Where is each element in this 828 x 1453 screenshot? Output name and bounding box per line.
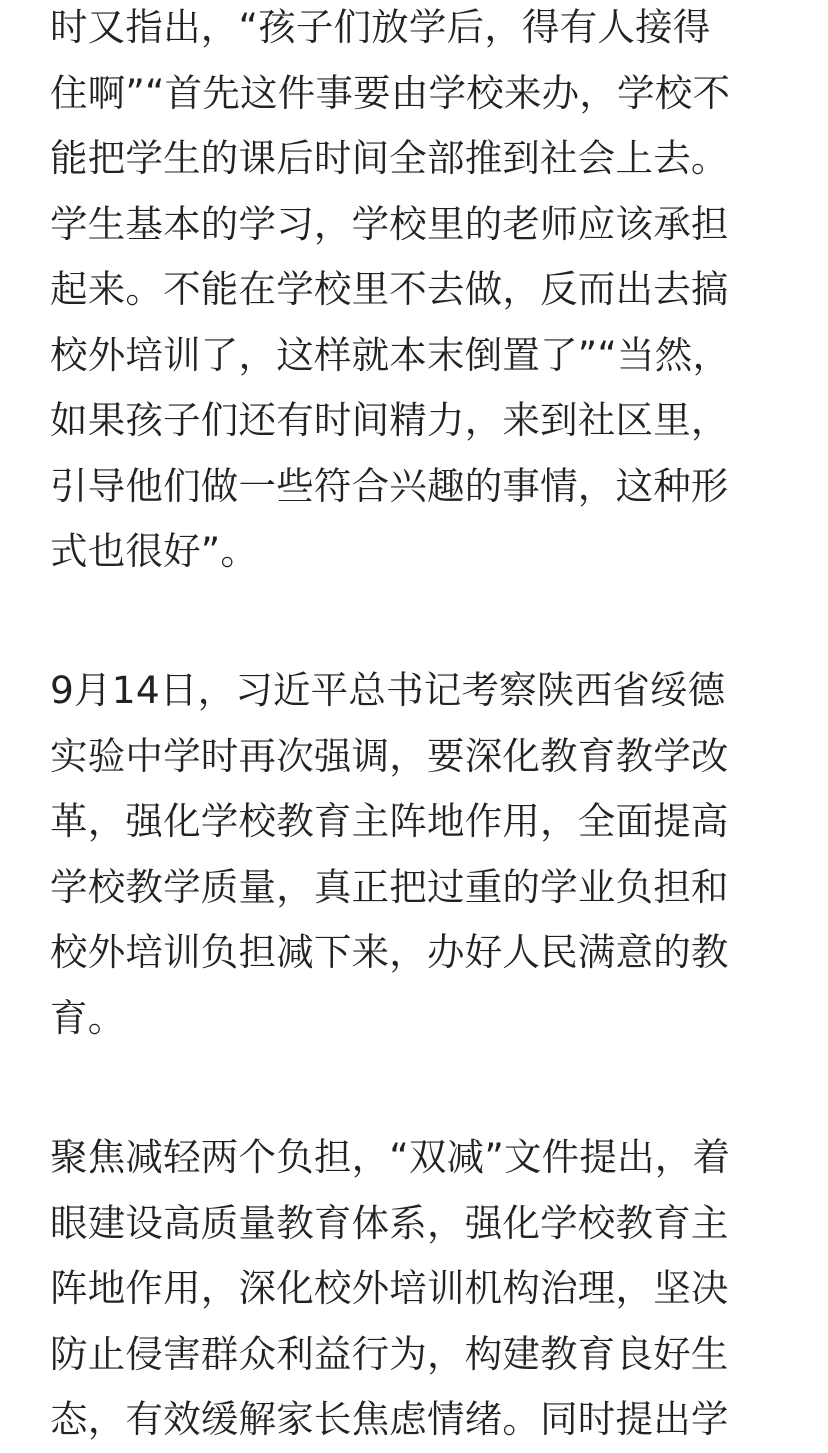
text-line: 防止侵害群众利益行为，构建教育良好生 [50,1331,729,1376]
text-line: 学生基本的学习，学校里的老师应该承担 [50,201,729,246]
text-line: 住啊”“首先这件事要由学校来办，学校不 [50,70,731,115]
paragraph [50,1125,730,1453]
text-line: 阵地作用，深化校外培训机构治理，坚决 [50,1266,729,1310]
text-line: 实验中学时再次强调，要深化教育教学改 [50,733,729,778]
paragraph [50,658,729,1051]
text-line: 引导他们做一些符合兴趣的事情，这种形 [50,463,729,508]
text-line: 9月14日，习近平总书记考察陕西省绥德 [50,668,726,712]
text-line: 革，强化学校教育主阵地作用，全面提高 [50,799,729,843]
text-line: 眼建设高质量教育体系，强化学校教育主 [50,1200,729,1245]
text-line: 态，有效缓解家长焦虑情绪。同时提出学 [50,1397,729,1441]
paragraph [50,0,730,585]
text-line: 式也很好”。 [50,529,259,573]
text-line: 时又指出，“孩子们放学后，得有人接得 [50,5,711,49]
text-line: 起来。不能在学校里不去做，反而出去搞 [50,267,729,311]
text-line: 校外培训负担减下来，办好人民满意的教 [50,930,729,974]
text-line: 如果孩子们还有时间精力，来到社区里， [50,398,729,442]
text-line: 校外培训了，这样就本末倒置了”“当然， [50,332,731,377]
text-line: 学校教学质量，真正把过重的学业负担和 [50,864,729,909]
text-line: 聚焦减轻两个负担，“双减”文件提出，着 [50,1135,731,1179]
text-line: 育。 [50,995,126,1040]
text-line: 能把学生的课后时间全部推到社会上去。 [50,136,729,180]
